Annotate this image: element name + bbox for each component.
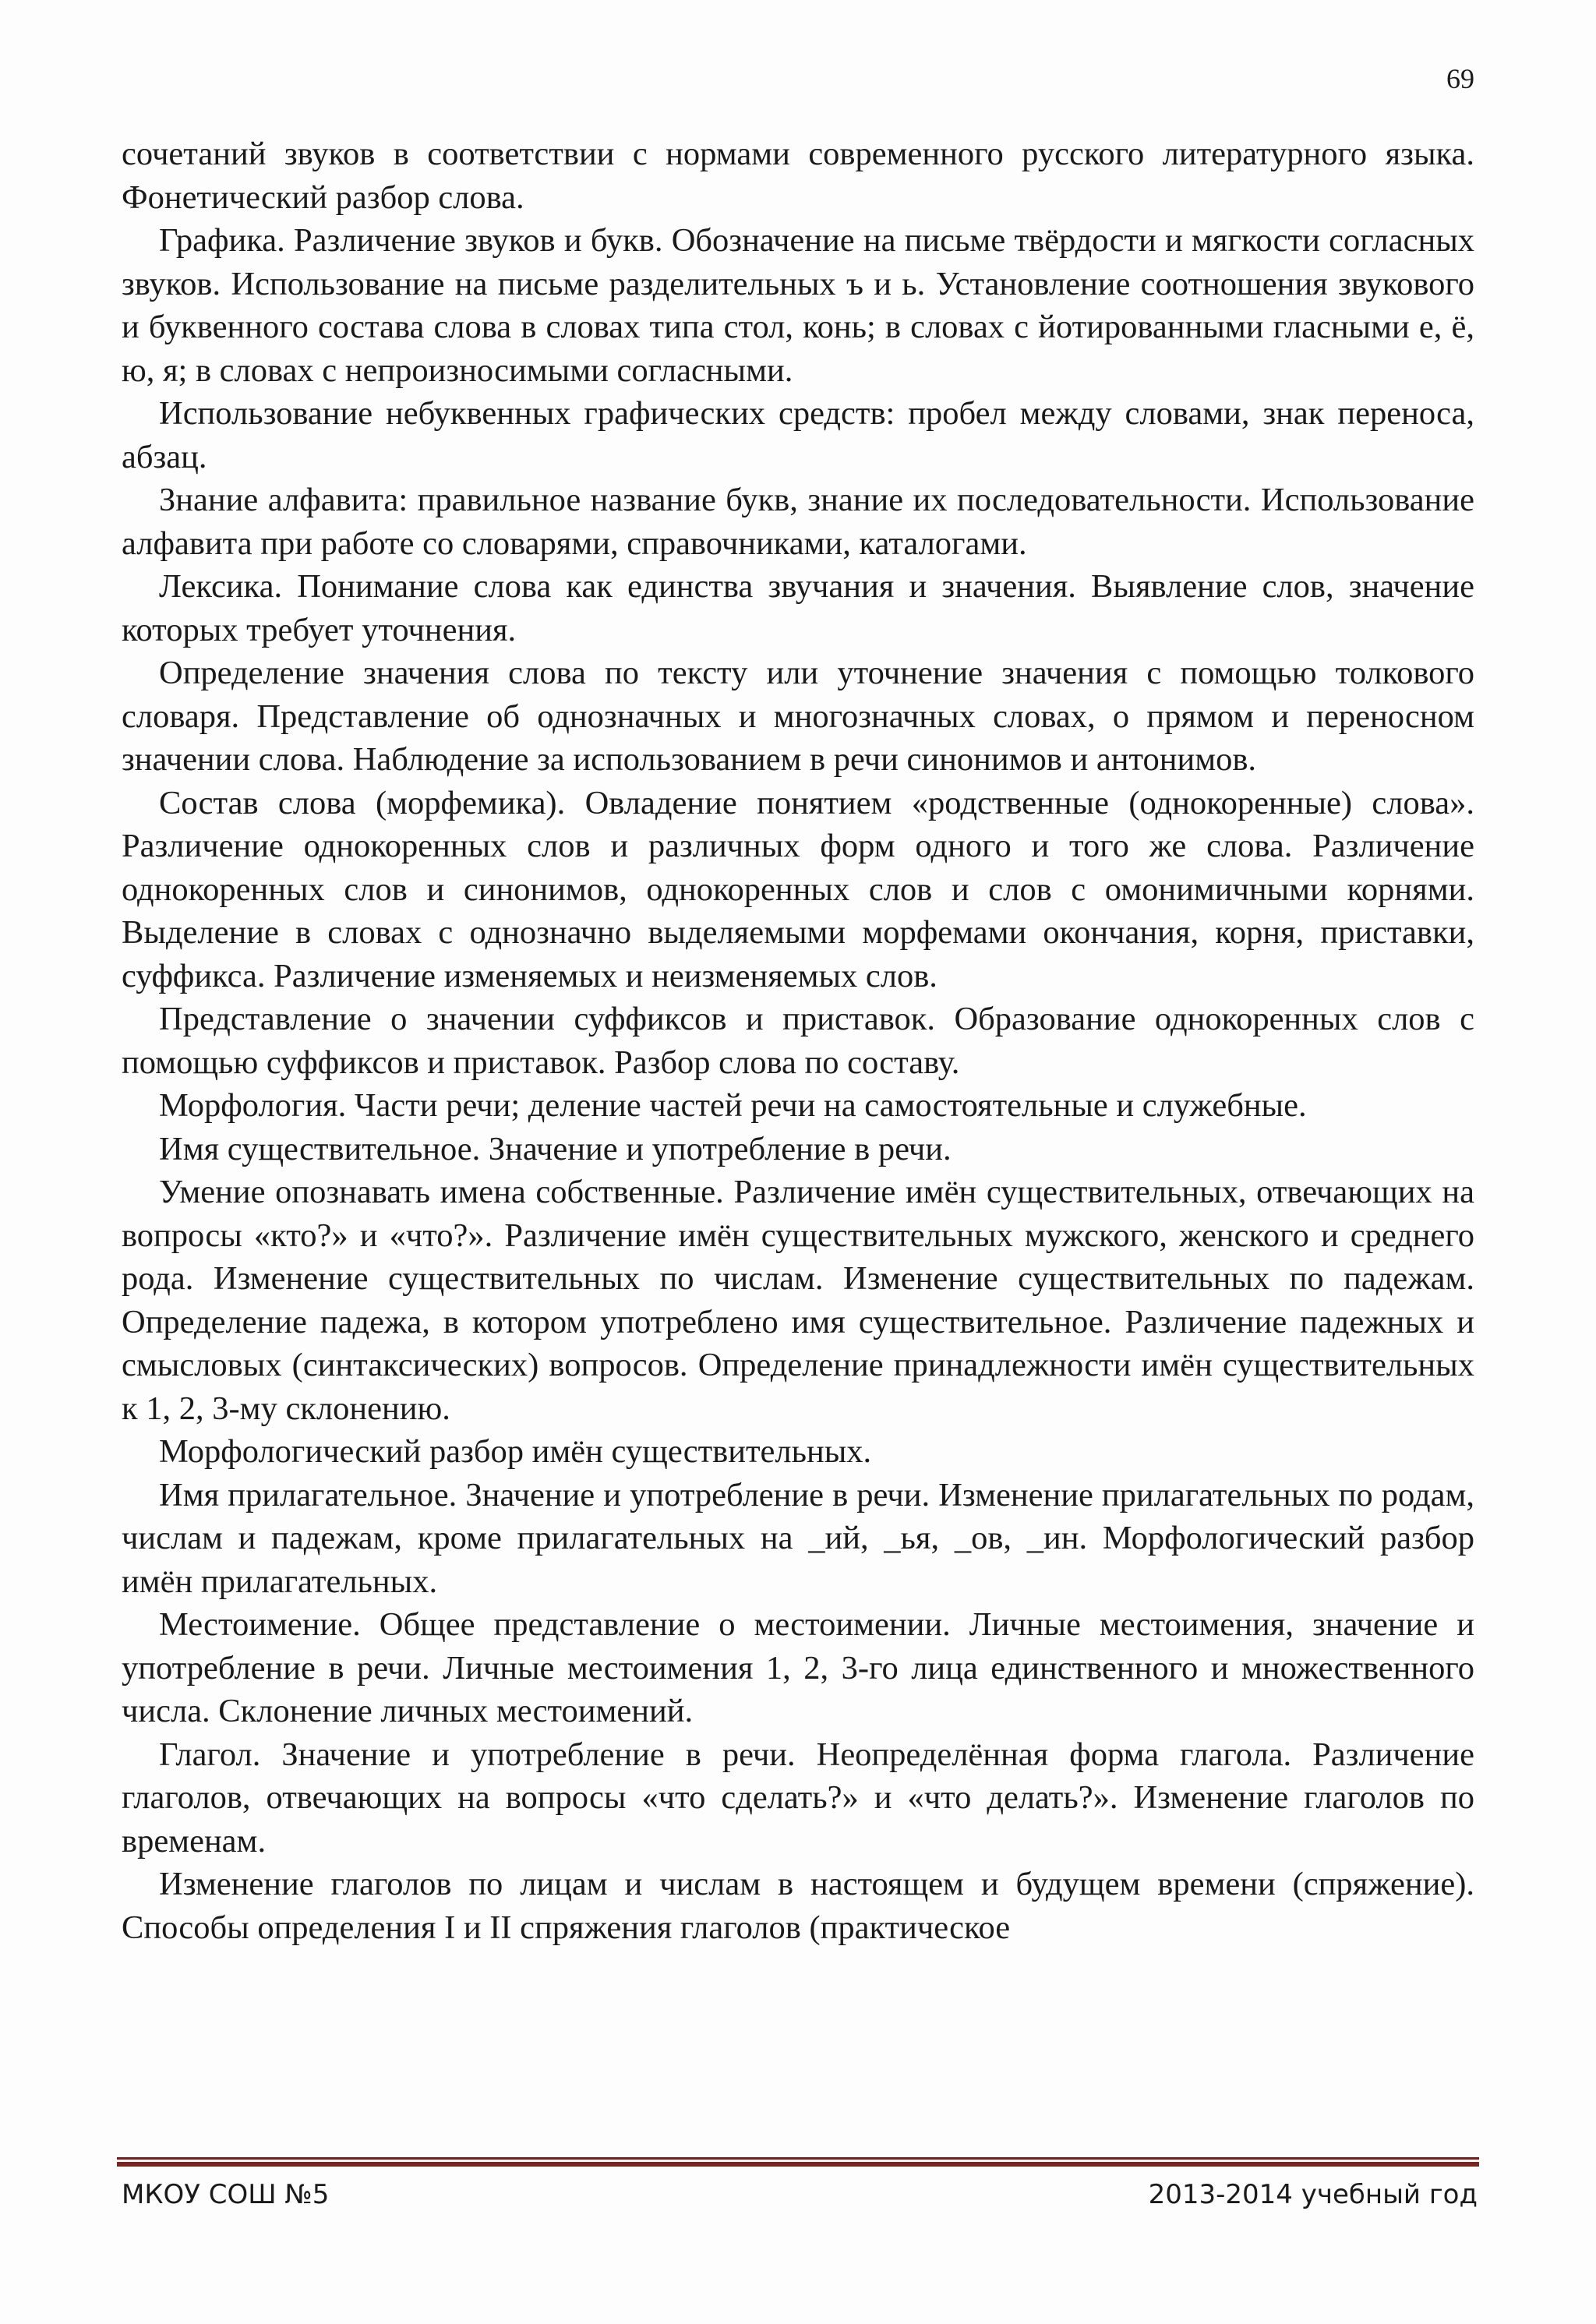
paragraph: Знание алфавита: правильное название букв, знание их последовательности. Использование алфавита при работе со словарями, справочниками, каталогами. <box>122 482 1474 562</box>
paragraph: Морфологический разбор имён существительных. <box>159 1433 872 1470</box>
paragraph: Использование небуквенных графических средств: пробел между словами, знак переноса, абзац. <box>122 395 1474 475</box>
paragraph: Глагол. Значение и употребление в речи. Неопределённая форма глагола. Различение глаголов, отвечающих на вопросы «что сделать?» и «что делать?». Изменение глаголов по временам. <box>122 1736 1474 1860</box>
paragraph: Определение значения слова по тексту или уточнение значения с помощью толкового словаря. Представление об однозначных и многозначных словах, о прямом и переносном значении слова. Наблюдение за использованием в речи синонимов и антонимов. <box>122 655 1474 778</box>
paragraph: Морфология. Части речи; деление частей речи на самостоятельные и служебные. <box>159 1087 1307 1124</box>
paragraph: Имя существительное. Значение и употребление в речи. <box>159 1130 952 1167</box>
paragraph: Представление о значении суффиксов и приставок. Образование однокоренных слов с помощью суффиксов и приставок. Разбор слова по составу. <box>122 1001 1474 1081</box>
paragraph: Изменение глаголов по лицам и числам в настоящем и будущем времени (спряжение). Способы определения I и II спряжения глаголов (практическое <box>122 1866 1474 1946</box>
document-body <box>122 132 1474 1949</box>
page-number: 69 <box>1446 63 1474 94</box>
paragraph: сочетаний звуков в соответствии с нормами современного русского литературного языка. Фонетический разбор слова. <box>122 136 1474 216</box>
paragraph: Лексика. Понимание слова как единства звучания и значения. Выявление слов, значение которых требует уточнения. <box>122 568 1474 648</box>
paragraph: Состав слова (морфемика). Овладение понятием «родственные (однокоренные) слова». Различение однокоренных слов и различных форм одного и того же слова. Различение однокоренных слов и синонимов, однокоренных слов и слов с омонимичными корнями. Выделение в словах с однозначно выделяемыми морфемами окончания, корня, приставки, суффикса. Различение изменяемых и неизменяемых слов. <box>122 784 1474 994</box>
paragraph: Графика. Различение звуков и букв. Обозначение на письме твёрдости и мягкости согласных звуков. Использование на письме разделительных ъ и ь. Установление соотношения звукового и буквенного состава слова в словах типа стол, конь; в словах с йотированными гласными е, ё, ю, я; в словах с непроизносимыми согласными. <box>122 222 1474 389</box>
paragraph: Имя прилагательное. Значение и употребление в речи. Изменение прилагательных по родам, числам и падежам, кроме прилагательных на _ий, _ья, _ов, _ин. Морфологический разбор имён прилагательных. <box>122 1476 1474 1600</box>
footer-divider <box>117 2157 1479 2167</box>
paragraph: Местоимение. Общее представление о местоимении. Личные местоимения, значение и употребление в речи. Личные местоимения 1, 2, 3-го лица единственного и множественного числа. Склонение личных местоимений. <box>122 1606 1474 1729</box>
footer-school-name: МКОУ СОШ №5 <box>122 2179 330 2210</box>
footer-school-year: 2013-2014 учебный год <box>1148 2179 1478 2210</box>
paragraph: Умение опознавать имена собственные. Различение имён существительных, отвечающих на вопросы «кто?» и «что?». Различение имён существительных мужского, женского и среднего рода. Изменение существительных по числам. Изменение существительных по падежам. Определение падежа, в котором употреблено имя существительное. Различение падежных и смысловых (синтаксических) вопросов. Определение принадлежности имён существительных к 1, 2, 3-му склонению. <box>122 1174 1474 1427</box>
